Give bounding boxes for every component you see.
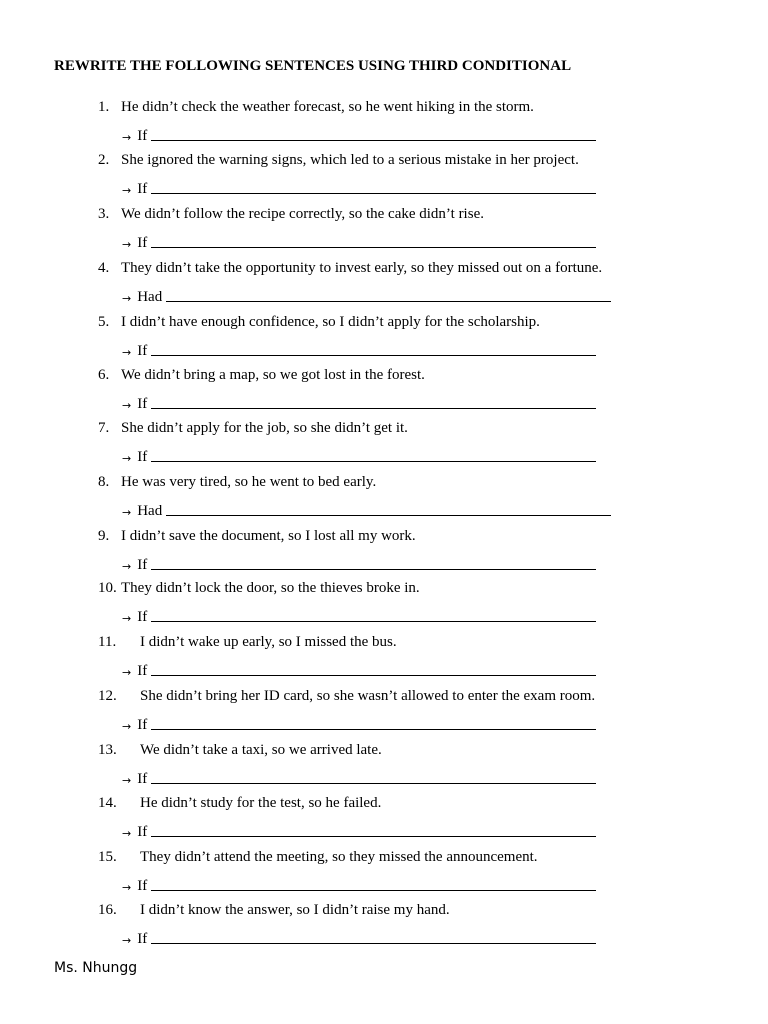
answer-blank[interactable] <box>151 341 596 356</box>
item-number: 9. <box>98 528 110 544</box>
answer-blank[interactable] <box>151 876 596 891</box>
item-number: 5. <box>98 314 110 330</box>
answer-line <box>122 606 596 626</box>
answer-line <box>122 393 596 413</box>
exercise-item <box>0 580 768 634</box>
exercise-item <box>0 795 768 849</box>
answer-line <box>122 340 596 360</box>
answer-line <box>122 286 611 306</box>
exercise-item <box>0 260 768 314</box>
exercise-item <box>0 314 768 368</box>
exercise-item <box>0 528 768 582</box>
item-sentence: He didn’t check the weather forecast, so he went hiking in the storm. <box>121 99 534 115</box>
exercise-item <box>0 688 768 742</box>
answer-prompt: Had <box>137 503 163 519</box>
exercise-item <box>0 474 768 528</box>
item-sentence: I didn’t save the document, so I lost all my work. <box>121 528 416 544</box>
answer-line <box>122 500 611 520</box>
exercise-item <box>0 206 768 260</box>
item-number: 6. <box>98 367 110 383</box>
right-arrow-icon: → <box>122 560 132 573</box>
answer-line <box>122 821 596 841</box>
right-arrow-icon: → <box>122 934 132 947</box>
item-number: 3. <box>98 206 110 222</box>
item-sentence: He didn’t study for the test, so he failed. <box>140 795 382 811</box>
item-number: 15. <box>98 849 117 865</box>
answer-line <box>122 714 596 734</box>
answer-blank[interactable] <box>166 501 611 516</box>
item-sentence: They didn’t lock the door, so the thieves broke in. <box>121 580 420 596</box>
answer-blank[interactable] <box>151 769 596 784</box>
answer-line <box>122 768 596 788</box>
author-footer: Ms. Nhungg <box>54 960 138 976</box>
item-sentence: We didn’t bring a map, so we got lost in the forest. <box>121 367 425 383</box>
item-number: 1. <box>98 99 110 115</box>
item-number: 11. <box>98 634 117 650</box>
answer-line <box>122 232 596 252</box>
item-number: 7. <box>98 420 110 436</box>
item-number: 13. <box>98 742 117 758</box>
answer-line <box>122 446 596 466</box>
answer-blank[interactable] <box>151 126 596 141</box>
answer-blank[interactable] <box>151 661 596 676</box>
item-number: 16. <box>98 902 117 918</box>
right-arrow-icon: → <box>122 827 132 840</box>
exercise-item <box>0 367 768 421</box>
right-arrow-icon: → <box>122 346 132 359</box>
item-number: 8. <box>98 474 110 490</box>
answer-line <box>122 928 596 948</box>
right-arrow-icon: → <box>122 184 132 197</box>
answer-prompt: Had <box>137 289 163 305</box>
item-sentence: She didn’t bring her ID card, so she wasn’t allowed to enter the exam room. <box>140 688 596 704</box>
right-arrow-icon: → <box>122 238 132 251</box>
right-arrow-icon: → <box>122 506 132 519</box>
right-arrow-icon: → <box>122 452 132 465</box>
exercise-item <box>0 152 768 206</box>
answer-prompt: If <box>137 878 148 894</box>
answer-line <box>122 554 596 574</box>
answer-prompt: If <box>137 396 148 412</box>
answer-blank[interactable] <box>151 233 596 248</box>
answer-line <box>122 875 596 895</box>
answer-blank[interactable] <box>151 715 596 730</box>
answer-prompt: If <box>137 771 148 787</box>
right-arrow-icon: → <box>122 131 132 144</box>
right-arrow-icon: → <box>122 666 132 679</box>
answer-prompt: If <box>137 717 148 733</box>
right-arrow-icon: → <box>122 720 132 733</box>
answer-prompt: If <box>137 824 148 840</box>
exercise-item <box>0 634 768 688</box>
answer-line <box>122 660 596 680</box>
answer-blank[interactable] <box>166 287 611 302</box>
right-arrow-icon: → <box>122 399 132 412</box>
item-sentence: They didn’t take the opportunity to invest early, so they missed out on a fortune. <box>121 260 603 276</box>
answer-prompt: If <box>137 449 148 465</box>
item-number: 4. <box>98 260 110 276</box>
item-number: 14. <box>98 795 117 811</box>
answer-prompt: If <box>137 663 148 679</box>
answer-line <box>122 178 596 198</box>
right-arrow-icon: → <box>122 612 132 625</box>
exercise-item <box>0 902 768 956</box>
item-sentence: I didn’t wake up early, so I missed the bus. <box>140 634 397 650</box>
exercise-item <box>0 99 768 153</box>
answer-blank[interactable] <box>151 607 596 622</box>
answer-prompt: If <box>137 343 148 359</box>
exercise-item <box>0 420 768 474</box>
answer-prompt: If <box>137 235 148 251</box>
answer-prompt: If <box>137 931 148 947</box>
item-sentence: We didn’t follow the recipe correctly, so the cake didn’t rise. <box>121 206 484 222</box>
answer-blank[interactable] <box>151 929 596 944</box>
answer-blank[interactable] <box>151 394 596 409</box>
item-sentence: I didn’t know the answer, so I didn’t raise my hand. <box>140 902 450 918</box>
answer-line <box>122 125 596 145</box>
answer-blank[interactable] <box>151 822 596 837</box>
exercise-item <box>0 742 768 796</box>
answer-blank[interactable] <box>151 555 596 570</box>
item-sentence: He was very tired, so he went to bed early. <box>121 474 377 490</box>
answer-prompt: If <box>137 128 148 144</box>
worksheet-title: REWRITE THE FOLLOWING SENTENCES USING THIRD CONDITIONAL <box>54 58 572 74</box>
item-sentence: I didn’t have enough confidence, so I didn’t apply for the scholarship. <box>121 314 540 330</box>
exercise-item <box>0 849 768 903</box>
answer-prompt: If <box>137 557 148 573</box>
item-number: 10. <box>98 580 117 596</box>
answer-prompt: If <box>137 181 148 197</box>
item-sentence: She ignored the warning signs, which led to a serious mistake in her project. <box>121 152 579 168</box>
right-arrow-icon: → <box>122 292 132 305</box>
item-sentence: They didn’t attend the meeting, so they missed the announcement. <box>140 849 538 865</box>
item-number: 2. <box>98 152 110 168</box>
answer-blank[interactable] <box>151 179 596 194</box>
right-arrow-icon: → <box>122 881 132 894</box>
item-number: 12. <box>98 688 117 704</box>
answer-prompt: If <box>137 609 148 625</box>
item-sentence: She didn’t apply for the job, so she didn’t get it. <box>121 420 408 436</box>
item-sentence: We didn’t take a taxi, so we arrived late. <box>140 742 382 758</box>
answer-blank[interactable] <box>151 447 596 462</box>
right-arrow-icon: → <box>122 774 132 787</box>
